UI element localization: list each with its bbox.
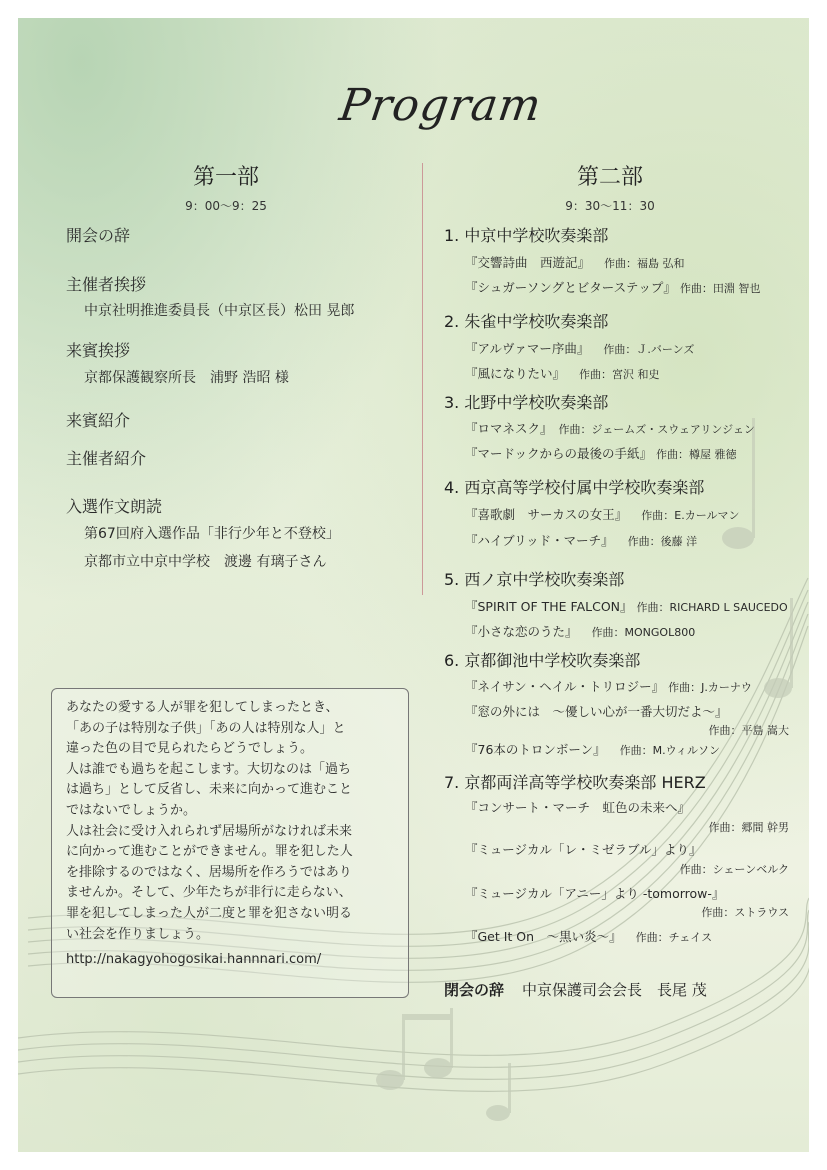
piece — [465, 444, 737, 462]
piece-composer: 作曲：Ｊ.バーンズ — [603, 343, 695, 356]
opening-remarks: 開会の辞 — [66, 226, 131, 245]
piece-title: 『アルヴァマー序曲』 — [465, 341, 590, 356]
school-name: 5. 西ノ京中学校吹奏楽部 — [444, 570, 625, 589]
school-name: 2. 朱雀中学校吹奏楽部 — [444, 312, 609, 331]
program-title: Program — [336, 80, 545, 131]
message-line: 罪を犯してしまった人が二度と罪を犯さない明る — [66, 905, 353, 921]
piece-title: 『ミュージカル「アニー」より -tomorrow-』 — [465, 886, 725, 901]
part1-time: 9：00〜9：25 — [185, 199, 267, 213]
message-line: あなたの愛する人が罪を犯してしまったとき、 — [66, 700, 339, 715]
essay-author: 京都市立中京中学校 渡邊 有璃子さん — [84, 554, 327, 570]
piece — [465, 884, 724, 902]
host-greeting-speaker: 中京社明推進委員長（中京区長）松田 晃郎 — [84, 303, 355, 319]
piece-title: 『76本のトロンボーン』 — [465, 742, 606, 757]
piece-title: 『風になりたい』 — [465, 366, 566, 381]
piece-title: 『小さな恋のうた』 — [465, 624, 578, 639]
piece-composer: 作曲：田淵 智也 — [679, 282, 761, 295]
piece-composer: 作曲：ジェームズ・スウェアリンジェン — [558, 423, 755, 436]
piece-composer: 作曲：後藤 洋 — [627, 535, 698, 548]
school-name: 6. 京都御池中学校吹奏楽部 — [444, 651, 641, 670]
part2-time: 9：30〜11：30 — [565, 199, 655, 213]
piece-composer: 作曲：宮沢 和史 — [579, 368, 660, 381]
piece-composer: 作曲：E.カールマン — [641, 509, 740, 522]
piece — [465, 702, 728, 720]
piece-title: 『ロマネスク』 — [465, 421, 553, 436]
school-name: 4. 西京高等学校付属中学校吹奏楽部 — [444, 478, 705, 497]
piece-composer: 作曲：J.カーナウ — [668, 681, 752, 694]
piece — [465, 339, 694, 357]
message-line: 人は社会に受け入れられず居場所がなければ未来 — [66, 823, 353, 839]
piece — [465, 531, 697, 549]
piece-title: 『SPIRIT OF THE FALCON』 — [465, 599, 633, 614]
closing-label: 閉会の辞 — [444, 981, 505, 999]
message-line: に向かって進むことができません。罪を犯した人 — [66, 844, 353, 860]
host-introduction: 主催者紹介 — [66, 449, 147, 468]
guest-greeting: 来賓挨拶 — [66, 341, 131, 360]
piece-title: 『窓の外には 〜優しい心が一番大切だよ〜』 — [465, 704, 728, 719]
part1-heading: 第一部 — [192, 165, 259, 190]
piece — [465, 278, 760, 296]
message-line: ではないでしょうか。 — [66, 802, 197, 818]
piece — [465, 840, 702, 858]
piece — [465, 505, 740, 523]
school-name: 3. 北野中学校吹奏楽部 — [444, 393, 609, 412]
column-divider — [422, 163, 423, 595]
part2-heading: 第二部 — [576, 165, 643, 190]
piece-composer: 作曲：ストラウス — [701, 906, 789, 919]
part1-header — [126, 160, 326, 214]
piece-title: 『交響詩曲 西遊記』 — [465, 255, 591, 270]
piece-title: 『Get It On 〜黒い炎〜』 — [465, 929, 622, 944]
piece — [465, 677, 752, 695]
piece-title: 『マードックからの最後の手紙』 — [465, 446, 653, 461]
piece-composer: 作曲：チェイス — [635, 931, 713, 944]
message-box — [51, 688, 409, 998]
closing-speaker: 中京保護司会会長 長尾 茂 — [522, 981, 707, 999]
essay-reading: 入選作文朗読 — [66, 497, 163, 516]
program-page — [18, 18, 809, 1152]
piece — [465, 253, 685, 271]
piece — [465, 364, 660, 382]
piece — [465, 597, 788, 615]
piece-title: 『コンサート・マーチ 虹色の未来へ』 — [465, 800, 691, 815]
piece-title: 『ネイサン・ヘイル・トリロジー』 — [465, 679, 665, 694]
message-line: を排除するのではなく、居場所を作ろうではあり — [66, 864, 352, 880]
school-name: 7. 京都両洋高等学校吹奏楽部 HERZ — [444, 773, 706, 792]
piece-composer: 作曲：MONGOL800 — [591, 626, 696, 639]
piece — [465, 740, 720, 758]
piece-composer: 作曲：M.ウィルソン — [619, 744, 720, 757]
piece-composer: 作曲：福島 弘和 — [604, 257, 685, 270]
piece-title: 『喜歌劇 サーカスの女王』 — [465, 507, 628, 522]
message-line: い社会を作りましょう。 — [66, 926, 210, 942]
piece-composer: 作曲：樽屋 雅徳 — [656, 448, 737, 461]
piece-composer: 作曲：郷間 幹男 — [708, 821, 789, 834]
piece-title: 『シュガーソングとビターステップ』 — [465, 280, 676, 295]
closing-remarks — [444, 979, 707, 1000]
message-line: 違った色の目で見られたらどうでしょう。 — [66, 741, 314, 757]
piece — [465, 419, 755, 437]
piece-composer: 作曲：RICHARD L SAUCEDO — [636, 601, 788, 614]
guest-introduction: 来賓紹介 — [66, 411, 131, 430]
piece — [465, 622, 695, 640]
school-name: 1. 中京中学校吹奏楽部 — [444, 226, 609, 245]
piece-composer: 作曲：平島 嵩大 — [708, 724, 789, 737]
website-link[interactable]: http://nakagyohogosikai.hannnari.com/ — [66, 952, 322, 968]
piece-title: 『ミュージカル「レ・ミゼラブル」より』 — [465, 842, 702, 857]
piece — [465, 927, 712, 945]
message-line: ませんか。そして、少年たちが非行に走らない、 — [66, 885, 352, 901]
message-line: は過ち」として反省し、未来に向かって進むこと — [66, 782, 353, 798]
host-greeting: 主催者挨拶 — [66, 275, 147, 294]
piece — [465, 798, 690, 816]
message-line: 人は誰でも過ちを起こします。大切なのは「過ち — [66, 761, 351, 777]
guest-greeting-speaker: 京都保護観察所長 浦野 浩昭 様 — [84, 370, 289, 386]
piece-composer: 作曲：シェーンベルク — [679, 863, 789, 876]
piece-title: 『ハイブリッド・マーチ』 — [465, 533, 614, 548]
essay-title: 第67回府入選作品「非行少年と不登校」 — [84, 526, 340, 542]
message-line: 「あの子は特別な子供」「あの人は特別な人」と — [66, 720, 346, 736]
part2-header — [510, 160, 710, 214]
